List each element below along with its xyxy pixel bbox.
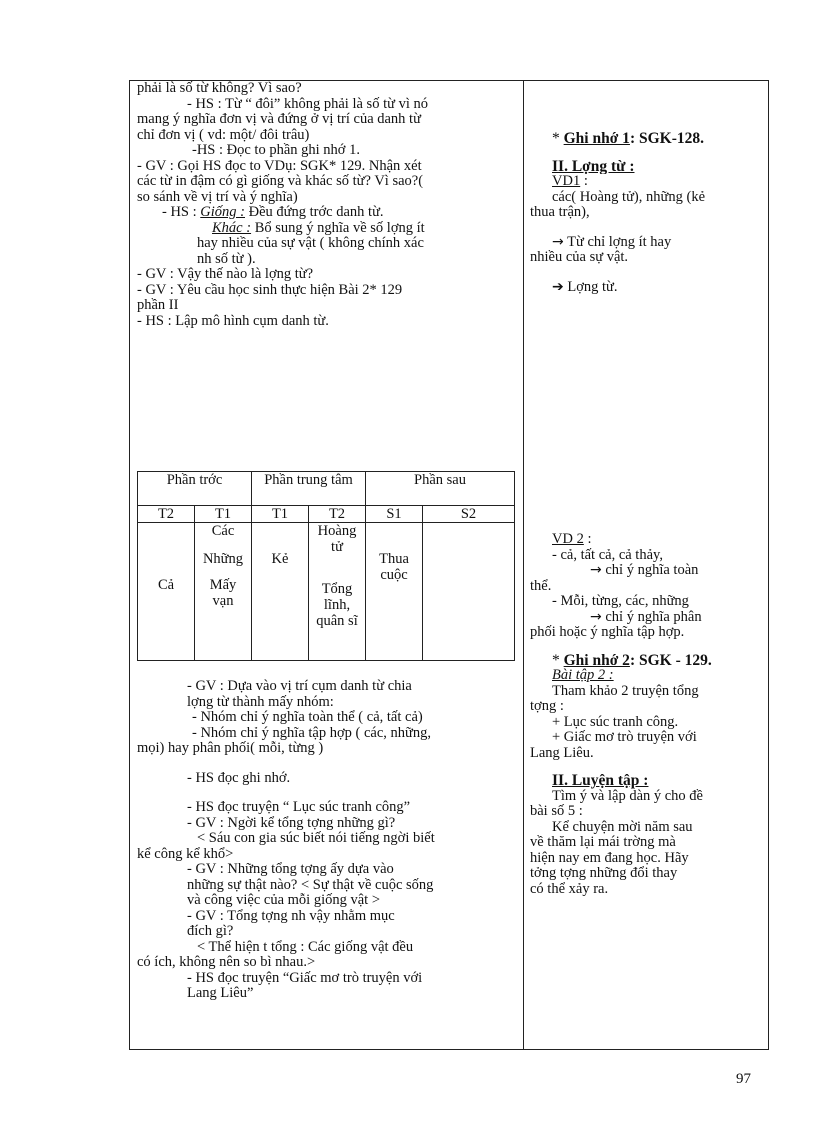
subheader: T2 xyxy=(138,506,195,523)
text-line: - GV : Ngời kể tổng tợng những gì? xyxy=(187,815,396,831)
practice-title: II. Luyện tập : xyxy=(552,773,649,789)
arrow-text: Lợng từ. xyxy=(563,279,618,295)
text-line: Lang Liêu” xyxy=(187,986,254,1001)
cell-text: Các xyxy=(211,523,235,539)
text-line: phải là số từ không? Vì sao? xyxy=(137,81,302,96)
text-line: - HS : Lập mô hình cụm danh từ. xyxy=(137,313,329,329)
text-line: về thăm lại mái trờng mà xyxy=(530,835,676,850)
memo-1 xyxy=(530,131,762,147)
text-line: lợng từ thành mấy nhóm: xyxy=(187,694,334,710)
text-line xyxy=(530,235,762,251)
lesson-table-frame xyxy=(129,80,769,1050)
text-line: có ích, không nên so bì nhau.> xyxy=(137,955,316,970)
memo-label: Ghi nhớ 2 xyxy=(563,652,630,668)
text-line xyxy=(530,563,762,579)
header-back: Phần sau xyxy=(366,472,515,506)
text-line: các( Hoàng tử), những (kẻ xyxy=(552,189,706,205)
text-line: so sánh về vị trí và ý nghĩa) xyxy=(137,189,298,205)
text-line: < Sáu con gia súc biết nói tiếng ngời biết xyxy=(197,831,435,846)
text-line: tởng tợng những đổi thay xyxy=(530,866,678,881)
exercise-2-label: Bài tập 2 : xyxy=(552,668,614,683)
hs-prefix: - HS : xyxy=(162,205,201,220)
difference-text: Bổ sung ý nghĩa về số lợng ít xyxy=(251,220,425,236)
cell-text: Thua cuộc xyxy=(379,551,409,583)
example-label: VD 2 xyxy=(552,532,584,547)
text-line: - GV : Những tổng tợng ấy dựa vào xyxy=(187,862,394,877)
text-line: + Lục súc tranh công. xyxy=(552,714,679,730)
text-line: - GV : Yêu cầu học sinh thực hiện Bài 2* 129 xyxy=(137,282,403,298)
text-line: - cả, tất cả, cả thảy, xyxy=(552,547,663,563)
text-line: các từ in đậm có gì giống và khác số từ? Vì sao?( xyxy=(137,174,424,189)
text-line: mang ý nghĩa đơn vị và đứng ở vị trí của danh từ xyxy=(137,112,421,127)
text-line: thể. xyxy=(530,578,552,594)
example-1-label xyxy=(530,174,762,190)
text-line: - HS đọc truyện “Giấc mơ trò truyện với xyxy=(187,970,423,986)
text-line: - Nhóm chỉ ý nghĩa toàn thể ( cả, tất cả) xyxy=(192,710,423,725)
text-line: chỉ đơn vị ( vd: một/ đôi trâu) xyxy=(137,127,310,143)
text-line: phần II xyxy=(137,298,179,313)
text-line: có thể xảy ra. xyxy=(530,881,609,897)
text-line: kể công kể khổ> xyxy=(137,846,234,862)
teacher-student-activities xyxy=(137,81,520,329)
cell-t1 xyxy=(195,523,252,661)
cell-s2 xyxy=(423,523,515,661)
text-line: Tham khảo 2 truyện tổng xyxy=(552,683,699,699)
text-line: tợng : xyxy=(530,699,564,714)
text-line: Lang Liêu. xyxy=(530,745,594,761)
arrow-right-icon: → xyxy=(590,609,602,625)
subheader: S1 xyxy=(366,506,423,523)
text-line: - GV : Tổng tợng nh vậy nhằm mục xyxy=(187,908,395,924)
text-line: - HS đọc truyện “ Lục súc tranh công” xyxy=(187,800,411,815)
cell-t2 xyxy=(138,523,195,661)
cell-center-t2 xyxy=(309,523,366,661)
text-line: -HS : Đọc to phần ghi nhớ 1. xyxy=(192,143,360,158)
text-line: < Thể hiện t tổng : Các giống vật đều xyxy=(197,939,414,955)
text-line: và công việc của mỗi giống vật > xyxy=(187,893,380,908)
text-line: - GV : Dựa vào vị trí cụm danh từ chia xyxy=(187,679,412,694)
example-colon: : xyxy=(580,174,588,189)
text-line: hiện nay em đang học. Hãy xyxy=(530,850,689,866)
bold-arrow-icon: ➔ xyxy=(552,279,564,295)
memo-label: Ghi nhớ 1 xyxy=(563,131,630,147)
section-quantifier-title: II. Lợng từ : xyxy=(552,158,635,174)
text-line xyxy=(530,610,762,626)
text-line: Tìm ý và lập dàn ý cho đề xyxy=(552,788,703,804)
text-line: phối hoặc ý nghĩa tập hợp. xyxy=(530,625,685,640)
page-number: 97 xyxy=(736,1071,751,1087)
text-line: + Giấc mơ trò truyện với xyxy=(552,730,697,745)
subheader: T1 xyxy=(195,506,252,523)
example-colon: : xyxy=(583,532,592,547)
bullet-star: * xyxy=(552,652,564,668)
header-center: Phần trung tâm xyxy=(252,472,366,506)
subheader: T2 xyxy=(309,506,366,523)
cell-text: Những xyxy=(202,551,244,567)
text-line: - Nhóm chỉ ý nghĩa tập hợp ( các, những, xyxy=(192,725,432,741)
memo-ref: : SGK - 129. xyxy=(629,652,712,668)
example-label: VD1 xyxy=(552,174,581,189)
text-line: đích gì? xyxy=(187,924,234,939)
text-line: những sự thật nào? < Sự thật về cuộc sống xyxy=(187,877,434,893)
text-line: mọi) hay phân phối( mỗi, từng ) xyxy=(137,741,324,756)
text-line: - GV : Vậy thế nào là lợng từ? xyxy=(137,267,314,282)
text-line: - GV : Gọi HS đọc to VDụ: SGK* 129. Nhận xét xyxy=(137,158,422,174)
cell-center-t1 xyxy=(252,523,309,661)
subheader: S2 xyxy=(423,506,515,523)
similarity-text: Đều đứng trớc danh từ. xyxy=(245,205,384,220)
text-line: Kể chuyện mời năm sau xyxy=(552,819,693,835)
column-divider xyxy=(523,81,524,1049)
subheader: T1 xyxy=(252,506,309,523)
cell-text: Kẻ xyxy=(271,551,289,567)
text-line: - Mỗi, từng, các, những xyxy=(552,594,689,609)
noun-phrase-model-table xyxy=(137,471,515,661)
arrow-text: chỉ ý nghĩa phân xyxy=(601,609,702,625)
teacher-student-activities-continued xyxy=(137,679,520,1002)
cell-text: Mấy vạn xyxy=(209,577,237,609)
arrow-text: Từ chỉ lợng ít hay xyxy=(563,234,672,250)
text-line xyxy=(137,205,520,221)
arrow-right-icon: → xyxy=(590,563,602,578)
text-line: - HS : Từ “ đôi” không phải là số từ vì nó xyxy=(187,96,428,112)
text-line xyxy=(137,221,520,237)
text-line: - HS đọc ghi nhớ. xyxy=(187,770,291,786)
text-line xyxy=(530,280,762,296)
lesson-content xyxy=(530,81,762,897)
cell-text: Hoàng tử xyxy=(317,523,357,555)
arrow-right-icon: → xyxy=(552,234,564,250)
similarity-label: Giống : xyxy=(200,205,245,220)
text-line: nhiều của sự vật. xyxy=(530,250,629,265)
text-line: bài số 5 : xyxy=(530,804,583,819)
memo-2 xyxy=(530,653,762,669)
cell-text: Tổng lĩnh, quân sĩ xyxy=(316,581,358,629)
header-front: Phần trớc xyxy=(138,472,252,506)
example-2-label xyxy=(530,532,762,548)
memo-ref: : SGK-128. xyxy=(629,131,704,147)
difference-label: Khác : xyxy=(212,220,252,236)
text-line: nh số từ ). xyxy=(197,251,256,267)
arrow-text: chỉ ý nghĩa toàn xyxy=(601,563,699,578)
cell-s1 xyxy=(366,523,423,661)
cell-text: Cả xyxy=(157,577,175,593)
text-line: thua trận), xyxy=(530,205,590,220)
text-line: hay nhiều của sự vật ( không chính xác xyxy=(197,236,424,251)
bullet-star: * xyxy=(552,131,564,147)
